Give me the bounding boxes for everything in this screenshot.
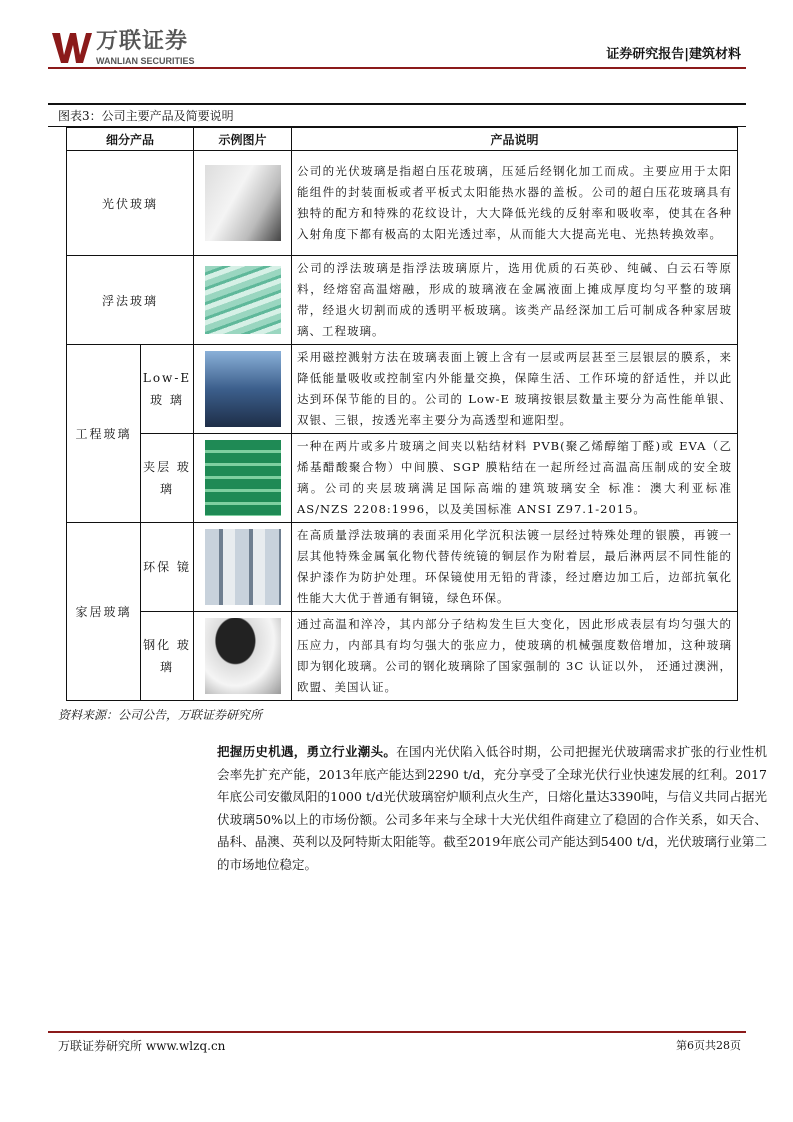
product-subtype: 钢化 玻璃 <box>141 612 194 701</box>
header-product: 细分产品 <box>67 128 194 151</box>
product-description: 公司的浮法玻璃是指浮法玻璃原片，选用优质的石英砂、纯碱、白云石等原料，经熔窑高温熔融，形成的玻璃液在金属液面上摊成厚度均匀平整的玻璃带，经退火切割而成的透明平板玻璃。该类产品经深加工后可制成各种家居玻璃、工程玻璃。 <box>292 256 738 345</box>
product-description: 采用磁控溅射方法在玻璃表面上镀上含有一层或两层甚至三层银层的膜系，来降低能量吸收或控制室内外能量交换，保障生活、工作环境的舒适性，并以此达到环保节能的目的。公司的 Low-E 玻璃按银层数量主要分为高性能单银、双银、三银，按透光率主要分为高透型和遮阳型。 <box>292 345 738 434</box>
product-group: 家居玻璃 <box>67 523 141 701</box>
figure-caption: 图表3：公司主要产品及简要说明 <box>58 109 234 123</box>
header-description: 产品说明 <box>292 128 738 151</box>
product-name: 光伏玻璃 <box>67 151 194 256</box>
product-description: 公司的光伏玻璃是指超白压花玻璃，压延后经钢化加工而成。主要应用于太阳能组件的封装面板或者平板式太阳能热水器的盖板。公司的超白压花玻璃具有独特的配方和特殊的花纹设计，大大降低光线的反射率和吸收率，使其在各种入射角度下都有极高的太阳光透过率，从而能大大提高光电、光热转换效率。 <box>292 151 738 256</box>
body-paragraph <box>217 741 767 876</box>
content-flow <box>0 127 793 876</box>
tempered-glass-image <box>205 618 281 694</box>
paragraph-lead: 把握历史机遇，勇立行业潮头。 <box>217 744 397 759</box>
company-logo <box>52 29 222 67</box>
table-row <box>67 151 738 256</box>
table-row <box>67 612 738 701</box>
footer-divider <box>48 1031 746 1033</box>
product-subtype: Low-E 玻 璃 <box>141 345 194 434</box>
data-source: 资料来源：公司公告，万联证券研究所 <box>58 708 263 722</box>
logo-cn: 万联证券 <box>96 29 189 54</box>
logo-w-icon <box>52 33 92 63</box>
table-row <box>67 434 738 523</box>
logo-en: WANLIAN SECURITIES <box>96 56 195 66</box>
header-divider <box>48 67 746 69</box>
page-number: 第6页共28页 <box>676 1039 741 1052</box>
paragraph-text: 在国内光伏陷入低谷时期，公司把握光伏玻璃需求扩张的行业性机会率先扩充产能，2013年底产能达到2290 t/d，充分享受了全球光伏行业快速发展的红利。2017年底公司安徽凤阳的1000 t/d光伏玻璃窑炉顺利点火生产，日熔化量达3390吨，与信义共同占据光伏玻璃50%以上的市场份额。公司多年来与全球十大光伏组件商建立了稳固的合作关系，如天合、晶科、晶澳、英利以及阿特斯太阳能等。截至2019年底公司产能达到5400 t/d，光伏玻璃行业第二的市场地位稳定。 <box>217 744 767 872</box>
product-description: 在高质量浮法玻璃的表面采用化学沉积法镀一层经过特殊处理的银膜，再镀一层其他特殊金属氧化物代替传统镜的铜层作为附着层，最后淋两层不同性能的保护漆作为防护处理。环保镜使用无铅的背漆，经过磨边加工后，边部抗氧化性能大大优于普通有铜镜，绿色环保。 <box>292 523 738 612</box>
product-subtype: 环保 镜 <box>141 523 194 612</box>
header-image: 示例图片 <box>194 128 292 151</box>
product-description: 一种在两片或多片玻璃之间夹以粘结材料 PVB(聚乙烯醇缩丁醛)或 EVA（乙烯基醋酸聚合物）中间膜、SGP 膜粘结在一起所经过高温高压制成的安全玻璃。公司的夹层玻璃满足国际高端的建筑玻璃安全 标准：澳大利亚标准 AS/NZS 2208:1996，以及美国标准 ANSI Z97.1-2015。 <box>292 434 738 523</box>
product-group: 工程玻璃 <box>67 345 141 523</box>
laminated-glass-image <box>205 440 281 516</box>
low-e-glass-image <box>205 351 281 427</box>
products-table <box>66 127 738 701</box>
product-description: 通过高温和淬冷，其内部分子结构发生巨大变化，因此形成表层有均匀强大的压应力，内部具有均匀强大的张应力，使玻璃的机械强度数倍增加，这种玻璃即为钢化玻璃。公司的钢化玻璃除了国家强制的 3C 认证以外， 还通过澳洲，欧盟、美国认证。 <box>292 612 738 701</box>
eco-mirror-image <box>205 529 281 605</box>
float-glass-image <box>205 266 281 334</box>
report-category: 证券研究报告|建筑材料 <box>606 47 741 62</box>
table-row <box>67 345 738 434</box>
table-header-row <box>67 128 738 151</box>
product-name: 浮法玻璃 <box>67 256 194 345</box>
pv-glass-image <box>205 165 281 241</box>
table-row <box>67 523 738 612</box>
product-subtype: 夹层 玻璃 <box>141 434 194 523</box>
caption-top-rule <box>48 103 746 105</box>
footer-website[interactable]: 万联证券研究所 www.wlzq.cn <box>58 1039 226 1053</box>
table-row <box>67 256 738 345</box>
